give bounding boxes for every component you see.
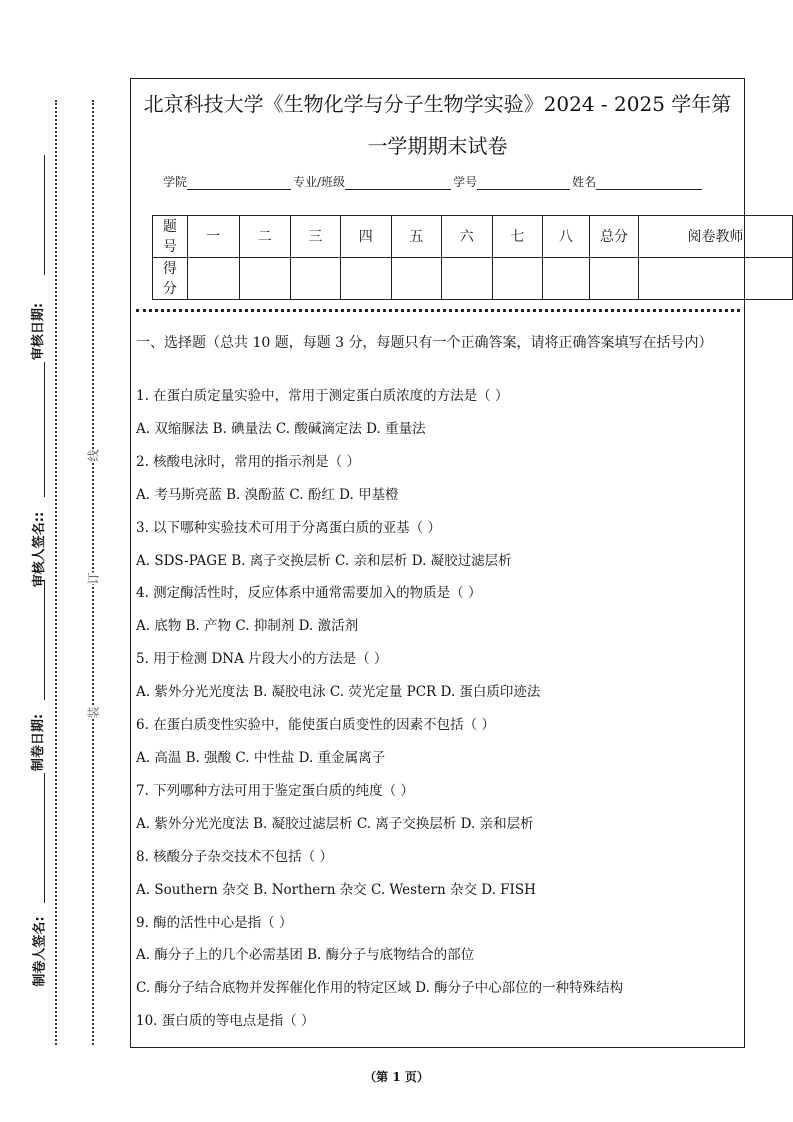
name-field[interactable] [596, 175, 702, 190]
reviewer-line [44, 362, 45, 497]
question: 5. 用于检测 DNA 片段大小的方法是（ ） [136, 651, 388, 668]
question-options: A. Southern 杂交 B. Northern 杂交 C. Western 杂交 D. FISH [136, 881, 536, 898]
question: 8. 核酸分子杂交技术不包括（ ） [136, 848, 333, 865]
major-field[interactable] [345, 175, 451, 190]
score-cell[interactable] [290, 258, 340, 300]
score-header-cell: 一 [187, 216, 239, 258]
question: 1. 在蛋白质定量实验中，常用于测定蛋白质浓度的方法是（ ） [136, 388, 509, 404]
score-table [152, 215, 793, 300]
maker-line [44, 773, 45, 903]
exam-title-2: 一学期期末试卷 [367, 134, 508, 158]
binding-mark-line: 线 [86, 449, 101, 462]
page-number: （第 1 页） [364, 1070, 429, 1084]
make-date-line [44, 580, 45, 700]
score-header-cell: 五 [391, 216, 441, 258]
question: 6. 在蛋白质变性实验中，能使蛋白质变性的因素不包括（ ） [136, 717, 495, 734]
binding-mark-bind: 装 [86, 706, 101, 719]
score-header-cell: 三 [290, 216, 340, 258]
question: 4. 测定酶活性时，反应体系中通常需要加入的物质是（ ） [136, 585, 482, 602]
score-header-cell: 总分 [589, 216, 638, 258]
question-list [136, 380, 744, 1038]
score-cell[interactable] [492, 258, 542, 300]
college-field[interactable] [187, 175, 291, 190]
question-options: A. 高温 B. 强酸 C. 中性盐 D. 重金属离子 [136, 749, 386, 766]
question: 2. 核酸电泳时，常用的指示剂是（ ） [136, 453, 360, 470]
score-header-cell: 八 [542, 216, 589, 258]
major-label: 专业/班级 [293, 175, 346, 189]
score-header-cell: 六 [441, 216, 492, 258]
question: 9. 酶的活性中心是指（ ） [136, 914, 293, 931]
question-options: A. SDS-PAGE B. 离子交换层析 C. 亲和层析 D. 凝胶过滤层析 [136, 552, 512, 569]
id-field[interactable] [477, 175, 570, 190]
score-row [153, 258, 793, 300]
score-header-cell: 四 [340, 216, 391, 258]
score-cell[interactable] [340, 258, 391, 300]
dotted-margin-line [55, 100, 57, 1045]
question-options: A. 紫外分光光度法 B. 凝胶过滤层析 C. 离子交换层析 D. 亲和层析 [136, 815, 534, 832]
maker-label: 制卷人签名: [32, 916, 48, 987]
name-label: 姓名 [572, 175, 597, 189]
score-header-cell: 题号 [153, 216, 188, 258]
score-header-cell: 二 [239, 216, 290, 258]
question-options: C. 酶分子结合底物并发挥催化作用的特定区域 D. 酶分子中心部位的一种特殊结构 [136, 980, 624, 997]
id-label: 学号 [453, 175, 478, 189]
score-cell[interactable] [187, 258, 239, 300]
score-cell[interactable] [391, 258, 441, 300]
score-header-cell: 阅卷教师 [639, 216, 793, 258]
question-options: A. 双缩脲法 B. 碘量法 C. 酸碱滴定法 D. 重量法 [136, 420, 426, 437]
score-cell[interactable] [589, 258, 638, 300]
binding-mark-order: 订 [86, 572, 101, 585]
score-header-cell: 七 [492, 216, 542, 258]
question: 3. 以下哪种实验技术可用于分离蛋白质的亚基（ ） [136, 519, 441, 536]
score-cell[interactable] [542, 258, 589, 300]
question-options: A. 酶分子上的几个必需基团 B. 酶分子与底物结合的部位 [136, 947, 475, 964]
score-cell[interactable] [639, 258, 793, 300]
section-heading: 一、选择题（总共 10 题，每题 3 分，每题只有一个正确答案，请将正确答案填写在括号内） [136, 335, 713, 351]
review-date-label: 审核日期: [31, 302, 47, 361]
question-options: A. 紫外分光光度法 B. 凝胶电泳 C. 荧光定量 PCR D. 蛋白质印迹法 [136, 684, 541, 701]
question: 10. 蛋白质的等电点是指（ ） [136, 1013, 315, 1030]
score-cell[interactable] [441, 258, 492, 300]
question: 7. 下列哪种方法可用于鉴定蛋白质的纯度（ ） [136, 782, 414, 799]
exam-title: 北京科技大学《生物化学与分子生物学实验》2024 - 2025 学年第 [143, 92, 732, 116]
college-label: 学院 [163, 175, 188, 189]
make-date-label: 制卷日期: [31, 713, 47, 772]
question-options: A. 底物 B. 产物 C. 抑制剂 D. 激活剂 [136, 618, 359, 635]
score-header-row [153, 216, 793, 258]
score-cell[interactable] [239, 258, 290, 300]
review-date-line [44, 155, 45, 275]
reviewer-label: 审核人签名:: [32, 511, 48, 588]
dotted-divider [136, 309, 740, 312]
score-row-label: 得分 [153, 258, 188, 300]
question-options: A. 考马斯亮蓝 B. 溴酚蓝 C. 酚红 D. 甲基橙 [136, 486, 399, 503]
student-info [163, 173, 704, 190]
